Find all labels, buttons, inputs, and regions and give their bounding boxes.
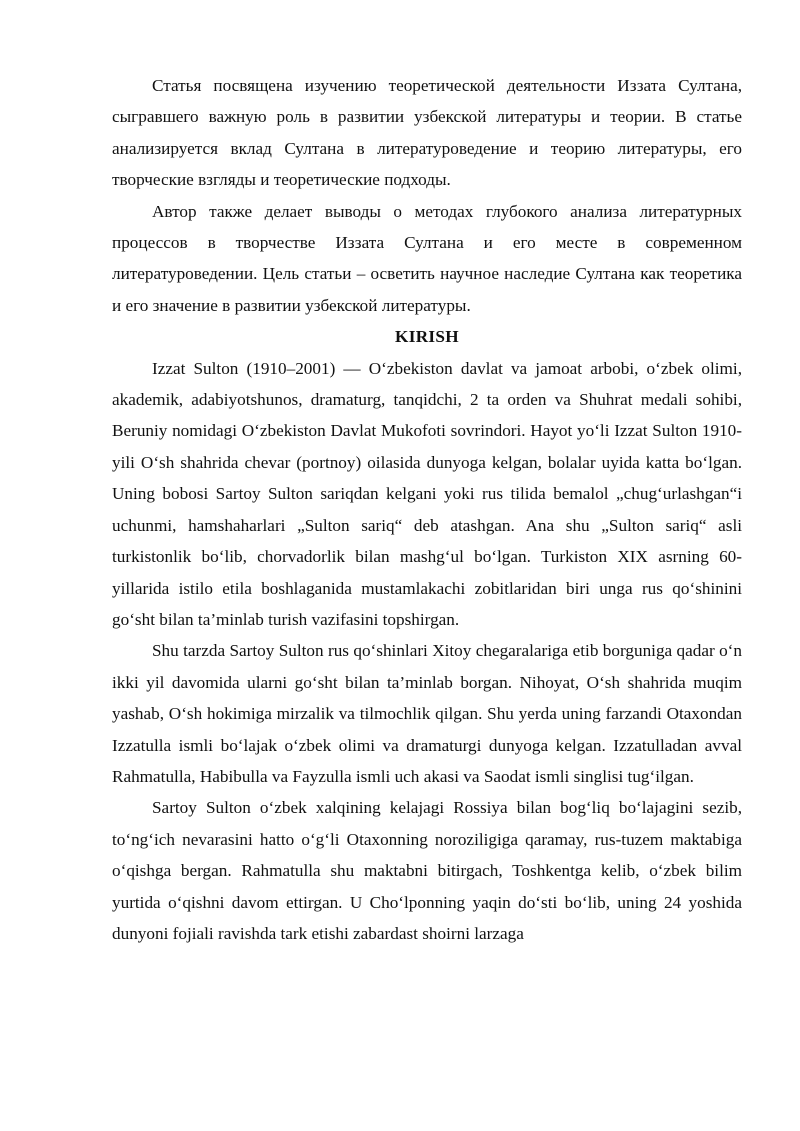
section-heading: KIRISH xyxy=(395,327,459,347)
abstract-paragraph-1: Статья посвящена изучению теоретической деятельности Иззата Султана, сыгравшего важную роль в развитии узбекской литературы и теории. В статье анализируется вклад Султана в литературоведение и теорию литературы, его творческие взгляды и теоретические подходы. xyxy=(112,76,742,190)
article-text xyxy=(112,70,742,949)
abstract-paragraph-2: Автор также делает выводы о методах глубокого анализа литературных процессов в творчестве Иззата Султана и его месте в современном литературоведении. Цель статьи – осветить научное наследие Султана как теоретика и его значение в развитии узбекской литературы. xyxy=(112,201,742,315)
body-paragraph-1: Izzat Sulton (1910–2001) — O‘zbekiston davlat va jamoat arbobi, o‘zbek olimi, akademik, adabiyotshunos, dramaturg, tanqidchi, 2 ta orden va Shuhrat medali sohibi, Beruniy nomidagi O‘zbekiston Davlat Mukofoti sovrindori. Hayot yo‘li Izzat Sulton 1910-yili O‘sh shahrida chevar (portnoy) oilasida dunyoga kelgan, bolalar uyida katta bo‘lgan. Uning bobosi Sartoy Sulton sariqdan kelgani yoki rus tilida bemalol „chug‘urlashgan“i uchunmi, hamshaharlari „Sulton sariq“ deb atashgan. Ana shu „Sulton sariq“ asli turkistonlik bo‘lib, chorvadorlik bilan mashg‘ul bo‘lgan. Turkiston XIX asrning 60-yillarida istilo etila boshlaganida mustamlakachi zobitlaridan biri unga rus qo‘shinini go‘sht bilan ta’minlab turish vazifasini topshirgan. xyxy=(112,358,742,629)
body-paragraph-3: Sartoy Sulton o‘zbek xalqining kelajagi Rossiya bilan bog‘liq bo‘lajagini sezib, to‘ng‘ich nevarasini hatto o‘g‘li Otaxonning noroziligiga qaramay, rus-tuzem maktabiga o‘qishga bergan. Rahmatulla shu maktabni bitirgach, Toshkentga kelib, o‘zbek bilim yurtida o‘qishni davom ettirgan. U Cho‘lponning yaqin do‘sti bo‘lib, uning 24 yoshida dunyoni fojiali ravishda tark etishi zabardast shoirni larzaga xyxy=(112,798,742,943)
body-paragraph-2: Shu tarzda Sartoy Sulton rus qo‘shinlari Xitoy chegaralariga etib borguniga qadar o‘n ikki yil davomida ularni go‘sht bilan ta’minlab borgan. Nihoyat, O‘sh shahrida muqim yashab, O‘sh hokimiga mirzalik va tilmochlik qilgan. Shu yerda uning farzandi Otaxondan Izzatulla ismli bo‘lajak o‘zbek olimi va dramaturgi dunyoga kelgan. Izzatulladan avval Rahmatulla, Habibulla va Fayzulla ismli uch akasi va Saodat ismli singlisi tug‘ilgan. xyxy=(112,641,742,786)
